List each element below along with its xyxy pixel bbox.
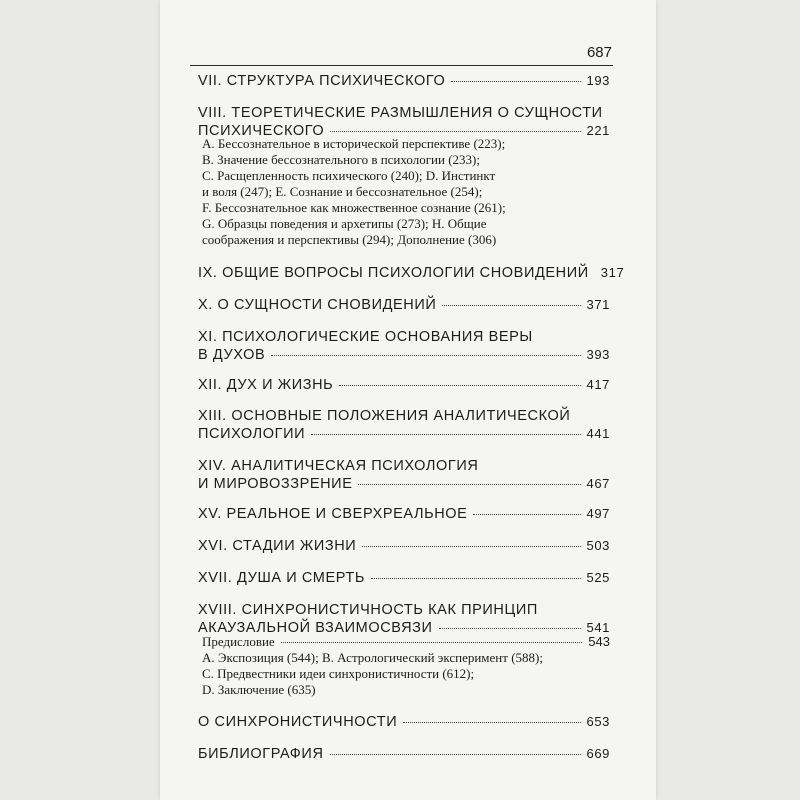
entry-page: 503 <box>586 538 610 553</box>
toc-entry-14[interactable] <box>198 457 610 493</box>
preface-page: 543 <box>588 634 610 649</box>
toc-entry-11[interactable] <box>198 328 610 364</box>
entry-title: XV. РЕАЛЬНОЕ И СВЕРХРЕАЛЬНОЕ <box>198 506 468 522</box>
toc-entry-7[interactable] <box>198 72 610 90</box>
leader-dots <box>358 484 580 485</box>
entry-page: 417 <box>586 377 610 392</box>
entry-title-line-2: ПСИХИЧЕСКОГО <box>198 123 325 139</box>
entry-page: 221 <box>586 123 610 138</box>
entry-title: VII. СТРУКТУРА ПСИХИЧЕСКОГО <box>198 73 446 89</box>
toc-entry-18[interactable] <box>198 601 610 698</box>
leader-dots <box>362 546 580 547</box>
toc-entry-17[interactable] <box>198 569 610 587</box>
entry-title: БИБЛИОГРАФИЯ <box>198 746 324 762</box>
toc-entry-12[interactable] <box>198 376 610 394</box>
entry-title: X. О СУЩНОСТИ СНОВИДЕНИЙ <box>198 297 437 313</box>
leader-dots <box>339 385 580 386</box>
entry-title: XVI. СТАДИИ ЖИЗНИ <box>198 538 357 554</box>
leader-dots <box>451 81 580 82</box>
sub-line: соображения и перспективы (294); Дополнение (306) <box>202 232 497 247</box>
leader-dots <box>442 305 580 306</box>
sub-line: В. Значение бессознательного в психологии (233); <box>202 152 480 167</box>
entry-title-line-1: VIII. ТЕОРЕТИЧЕСКИЕ РАЗМЫШЛЕНИЯ О СУЩНОСТИ <box>198 105 603 121</box>
leader-dots <box>330 754 581 755</box>
entry-page: 467 <box>586 476 610 491</box>
sub-line: С. Предвестники идеи синхронистичности (612); <box>202 666 475 681</box>
leader-dots <box>403 722 580 723</box>
entry-page: 371 <box>586 297 610 312</box>
sub-line: G. Образцы поведения и архетипы (273); Н. Общие <box>202 216 487 231</box>
entry-title-line-2: В ДУХОВ <box>198 347 266 363</box>
entry-page: 193 <box>586 73 610 88</box>
sub-line: D. Заключение (635) <box>202 682 316 697</box>
toc-entry-10[interactable] <box>198 296 610 314</box>
entry-page: 541 <box>586 620 610 635</box>
entry-page: 653 <box>586 714 610 729</box>
entry-title-line-1: XI. ПСИХОЛОГИЧЕСКИЕ ОСНОВАНИЯ ВЕРЫ <box>198 329 533 345</box>
entry-title-line-2: И МИРОВОЗЗРЕНИЕ <box>198 476 353 492</box>
entry-page: 669 <box>586 746 610 761</box>
sub-line: А. Бессознательное в исторической перспективе (223); <box>202 136 506 151</box>
entry-title: IX. ОБЩИЕ ВОПРОСЫ ПСИХОЛОГИИ СНОВИДЕНИЙ <box>198 265 589 281</box>
toc-entry-9[interactable] <box>198 264 625 282</box>
entry-title-line-1: XIII. ОСНОВНЫЕ ПОЛОЖЕНИЯ АНАЛИТИЧЕСКОЙ <box>198 408 571 424</box>
toc-entry-bibliography[interactable] <box>198 745 610 763</box>
entry-title: XII. ДУХ И ЖИЗНЬ <box>198 377 334 393</box>
leader-dots <box>473 514 580 515</box>
sub-line: F. Бессознательное как множественное сознание (261); <box>202 200 506 215</box>
entry-page: 393 <box>586 347 610 362</box>
toc-entry-8[interactable] <box>198 104 610 248</box>
entry-title: XVII. ДУША И СМЕРТЬ <box>198 570 365 586</box>
leader-dots <box>281 642 583 643</box>
header-rule <box>190 65 613 66</box>
toc-entry-on-synchronicity[interactable] <box>198 713 610 731</box>
toc-entry-16[interactable] <box>198 537 610 555</box>
entry-title-line-1: XVIII. СИНХРОНИСТИЧНОСТЬ КАК ПРИНЦИП <box>198 602 538 618</box>
entry-title-line-1: XIV. АНАЛИТИЧЕСКАЯ ПСИХОЛОГИЯ <box>198 458 479 474</box>
leader-dots <box>371 578 581 579</box>
preface-label: Предисловие <box>202 634 275 649</box>
leader-dots <box>439 628 581 629</box>
entry-title-line-2: АКАУЗАЛЬНОЙ ВЗАИМОСВЯЗИ <box>198 620 433 636</box>
sub-line: А. Экспозиция (544); В. Астрологический эксперимент (588); <box>202 650 543 665</box>
entry-page: 525 <box>586 570 610 585</box>
sub-line: и воля (247); Е. Сознание и бессознательное (254); <box>202 184 483 199</box>
entry-page: 441 <box>586 426 610 441</box>
page-number: 687 <box>586 44 612 61</box>
toc-entry-13[interactable] <box>198 407 610 443</box>
leader-dots <box>271 355 580 356</box>
entry-page: 497 <box>586 506 610 521</box>
toc-entry-15[interactable] <box>198 505 610 523</box>
entry-title: О СИНХРОНИСТИЧНОСТИ <box>198 714 398 730</box>
leader-dots <box>311 434 580 435</box>
entry-title-line-2: ПСИХОЛОГИИ <box>198 426 306 442</box>
leader-dots <box>330 131 580 132</box>
sub-line: С. Расщепленность психического (240); D. Инстинкт <box>202 168 496 183</box>
entry-page: 317 <box>600 265 625 280</box>
